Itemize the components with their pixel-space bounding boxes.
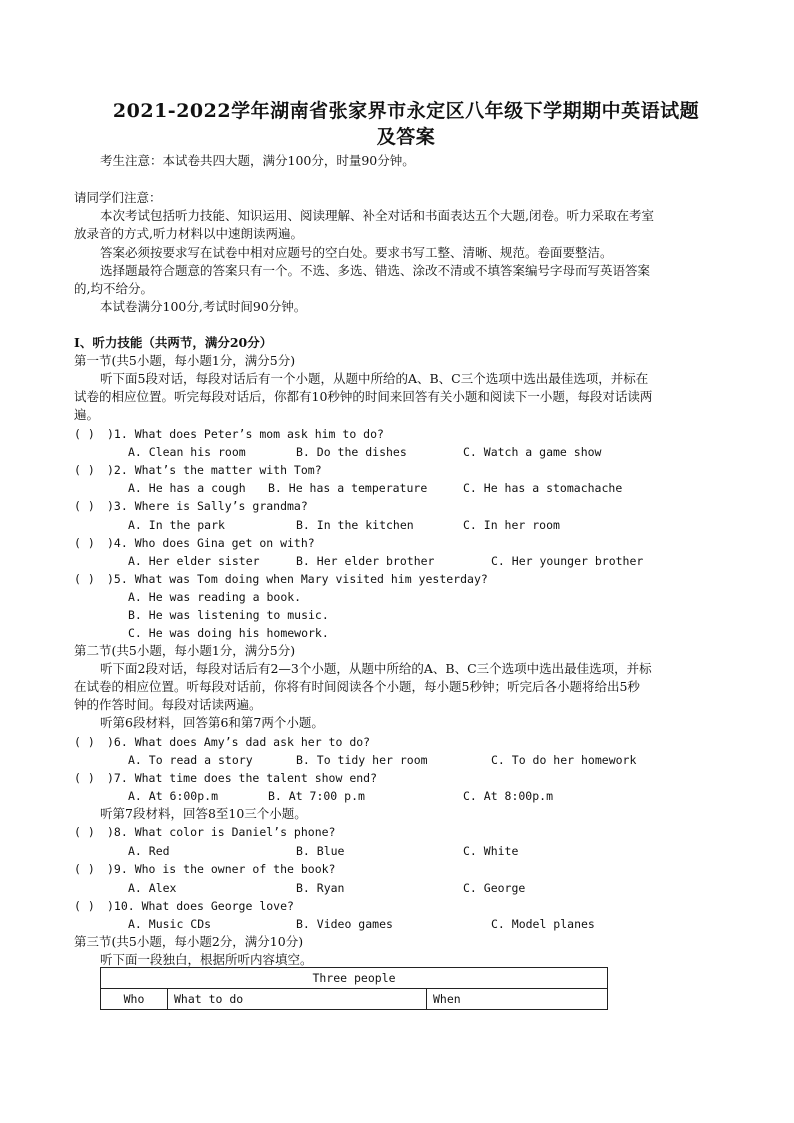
section2-description: 听下面2段对话，每段对话后有2—3个小题，从题中所给的A、B、C三个选项中选出最佳选项，并标 <box>100 661 652 676</box>
question-text: )5. What was Tom doing when Mary visited him yesterday? <box>107 572 488 586</box>
section3-heading: 第三节(共5小题，每小题2分，满分10分) <box>74 934 304 949</box>
part1-heading: Ⅰ、听力技能（共两节，满分20分） <box>74 335 273 350</box>
option-b: B. Blue <box>296 844 345 858</box>
section3-description: 听下面一段独白，根据所听内容填空。 <box>100 952 313 967</box>
option-c: C. He has a stomachache <box>463 481 623 495</box>
option-c: C. Model planes <box>491 917 595 931</box>
option-a: A. To read a story <box>128 753 253 767</box>
option-a: A. In the park <box>128 518 225 532</box>
question-text: )3. Where is Sally’s grandma? <box>107 499 308 513</box>
option-a: A. He has a cough <box>128 481 246 495</box>
question-text: )8. What color is Daniel’s phone? <box>107 825 336 839</box>
option-a: A. Clean his room <box>128 445 246 459</box>
section2-description: 在试卷的相应位置。听每段对话前，你将有时间阅读各个小题，每小题5秒钟；听完后各小题将给出5秒 <box>74 679 640 694</box>
instruction-paragraph: 本次考试包括听力技能、知识运用、阅读理解、补全对话和书面表达五个大题,闭卷。听力采取在考室 <box>100 208 654 223</box>
material-6-note: 听第6段材料，回答第6和第7两个小题。 <box>100 715 324 730</box>
section1-description: 试卷的相应位置。听完每段对话后，你都有10秒钟的时间来回答有关小题和阅读下一小题，每段对话读两 <box>74 389 653 404</box>
material-7-note: 听第7段材料，回答8至10三个小题。 <box>100 806 307 821</box>
question-text: )9. Who is the owner of the book? <box>107 862 336 876</box>
instructions-heading: 请同学们注意： <box>74 190 162 205</box>
option-a: A. Her elder sister <box>128 554 260 568</box>
answer-blank[interactable]: ( ) <box>74 427 95 441</box>
option-c: C. Her younger brother <box>491 554 644 568</box>
question-text: )1. What does Peter’s mom ask him to do? <box>107 427 384 441</box>
option-c: C. White <box>463 844 519 858</box>
instruction-paragraph: 本试卷满分100分,考试时间90分钟。 <box>100 299 307 314</box>
option-b: B. In the kitchen <box>296 518 414 532</box>
option-a: A. At 6:00p.m <box>128 789 219 803</box>
column-when: When <box>427 989 608 1010</box>
question-text: )4. Who does Gina get on with? <box>107 536 315 550</box>
option-a: A. Red <box>128 844 170 858</box>
exam-title: 2021-2022学年湖南省张家界市永定区八年级下学期期中英语试题 <box>112 100 700 122</box>
option-b: B. At 7:00 p.m <box>268 789 365 803</box>
option-a: A. He was reading a book. <box>128 590 302 604</box>
option-b: B. He has a temperature <box>268 481 428 495</box>
question-text: )6. What does Amy’s dad ask her to do? <box>107 735 371 749</box>
option-b: B. Ryan <box>296 881 345 895</box>
option-a: A. Alex <box>128 881 177 895</box>
option-c: C. Watch a game show <box>463 445 602 459</box>
answer-blank[interactable]: ( ) <box>74 572 95 586</box>
answer-blank[interactable]: ( ) <box>74 735 95 749</box>
answer-blank[interactable]: ( ) <box>74 463 95 477</box>
question-text: )7. What time does the talent show end? <box>107 771 378 785</box>
option-c: C. In her room <box>463 518 560 532</box>
exam-title-line2: 及答案 <box>376 126 436 148</box>
answer-blank[interactable]: ( ) <box>74 499 95 513</box>
answer-blank[interactable]: ( ) <box>74 771 95 785</box>
instruction-paragraph: 的,均不给分。 <box>74 281 153 296</box>
option-c: C. George <box>463 881 526 895</box>
option-c: C. At 8:00p.m <box>463 789 554 803</box>
option-c: C. To do her homework <box>491 753 637 767</box>
section1-description: 遍。 <box>74 407 100 422</box>
listening-table <box>100 967 608 1010</box>
option-b: B. Video games <box>296 917 393 931</box>
option-b: B. To tidy her room <box>296 753 428 767</box>
column-who: Who <box>101 989 168 1010</box>
option-b: B. Her elder brother <box>296 554 435 568</box>
instruction-paragraph: 选择题最符合题意的答案只有一个。不选、多选、错选、涂改不清或不填答案编号字母而写英语答案 <box>100 263 651 278</box>
section1-heading: 第一节(共5小题，每小题1分，满分5分) <box>74 353 296 368</box>
answer-blank[interactable]: ( ) <box>74 536 95 550</box>
section2-heading: 第二节(共5小题，每小题1分，满分5分) <box>74 643 296 658</box>
answer-blank[interactable]: ( ) <box>74 899 95 913</box>
notice: 考生注意：本试卷共四大题，满分100分，时量90分钟。 <box>100 153 415 168</box>
option-c: C. He was doing his homework. <box>128 626 329 640</box>
option-a: A. Music CDs <box>128 917 212 931</box>
option-b: B. He was listening to music. <box>128 608 329 622</box>
answer-blank[interactable]: ( ) <box>74 825 95 839</box>
column-what: What to do <box>168 989 427 1010</box>
question-text: )10. What does George love? <box>107 899 294 913</box>
instruction-paragraph: 放录音的方式,听力材料以中速朗读两遍。 <box>74 226 303 241</box>
answer-blank[interactable]: ( ) <box>74 862 95 876</box>
instruction-paragraph: 答案必须按要求写在试卷中相对应题号的空白处。要求书写工整、清晰、规范。卷面要整洁。 <box>100 245 613 260</box>
section1-description: 听下面5段对话，每段对话后有一个小题，从题中所给的A、B、C三个选项中选出最佳选项，并标在 <box>100 371 649 386</box>
option-b: B. Do the dishes <box>296 445 407 459</box>
table-title: Three people <box>101 968 608 989</box>
section2-description: 钟的作答时间。每段对话读两遍。 <box>74 697 262 712</box>
question-text: )2. What’s the matter with Tom? <box>107 463 322 477</box>
